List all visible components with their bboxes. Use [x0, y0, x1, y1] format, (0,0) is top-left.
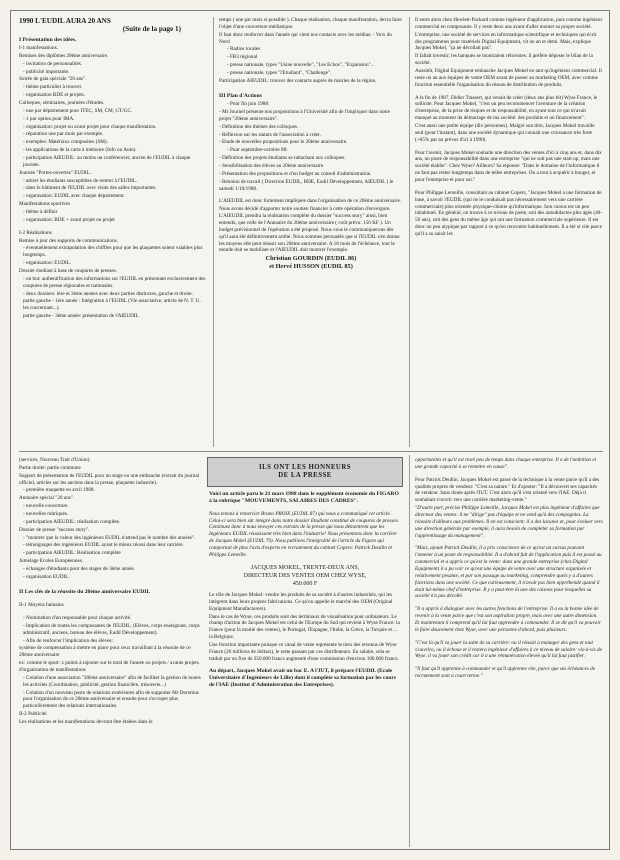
text-line: - organisation: projet ou avant projet pour chaque manifestation. [23, 123, 157, 130]
spacer [415, 185, 603, 189]
press-body [209, 592, 401, 663]
text-line: Pour Patrick Deullin, Jacques Mokel est passé de la technique à la vente parce qu'il a des qualités propres de vendeur: "C'est sa nature." Et d'ajouter: "Il a découvert ses capacités de vendeur. Sans doute après l'IUT. C'est alors qu'il s'est orienté vers l'IAE. Déjà il souhaitait s'ouvrir vers une carrière marketing-vente." [415, 476, 600, 504]
text-line: - Réflexion sur les statuts de l'association à créer. [219, 131, 321, 138]
text-line: - Présentation des propositions et d'un budget au conseil d'administration. [219, 170, 372, 177]
article-column-bottom-right [415, 457, 603, 847]
article-body [19, 457, 201, 726]
text-line: Dossier étudiant à base de coupures de presses. [19, 268, 117, 274]
press-box-header [207, 457, 403, 487]
text-line: - première maquette en avril 1988. [23, 487, 95, 494]
text-line: - organisation: BDE + avant projet ou projet [23, 216, 115, 223]
press-closing: Au départ, Jacques Mokel avait un bac E. A l'IUT, il prépare l'EUDIL (Ecole Universitaire d'Ingénieurs de Lille) dont il complète sa formation par les cours de l'IAE (Institut d'Administration des Entreprises). [209, 667, 397, 689]
text-line: - Sensibilisation des élèves au 20ème anniversaire. [219, 162, 325, 169]
spacer [219, 193, 403, 197]
text-line: - nouvelle couverture. [23, 503, 69, 510]
text-line: - presse nationale, types "l'Etudiant", "Challenge". [227, 70, 332, 77]
text-line: A la fin de 1987, Didier Trassert, qui venait de créer (deux ans plus tôt) Wyse France, le sollicite. Pour Jacques Mokel, "c'est un peu recommencer l'aventure de la création d'entreprise, de la prise de risques et de responsabilité, en ayant tout ce qui m'avait manqué au moment du démarrage de ma société: des produits et un financement". [415, 94, 598, 122]
text-line: (services, Nouveau Trait d'Union). [19, 457, 91, 463]
spacer [415, 90, 603, 94]
press-article [209, 491, 401, 847]
text-line: - publicité importante. [23, 68, 70, 75]
text-line: Remises des diplômes 20ème anniversaire. [19, 52, 109, 59]
text-line: - thème particulier à trouver. [23, 84, 83, 91]
text-line: C'est aussi une petite équipe (dix personnes). Malgré son titre, Jacques Mokel travaille seul (pour l'instant), dans une société dynamique qui connaît une croissance très forte (+65% par an prévus d'ici à 1990). [415, 123, 595, 143]
author-signature [219, 255, 403, 270]
text-line: II-2 Publicité [19, 711, 47, 718]
text-line: "Il faut qu'il apprenne à commander et qu'il apprenne vite, parce que ses échéances de recrutement sont à court terme." [415, 666, 596, 680]
text-line: Les réalisations et les manifestations devront être étalées dans le [19, 719, 153, 726]
press-lead: Voici un article paru le 21 mars 1988 dans le supplément économie du FIGARO à la rubrique "MOUVEMENTS, SALAIRES DES CADRES". [209, 491, 399, 505]
press-paragraph: Le rôle de Jacques Mokel: vendre les produits de sa société à d'autres industriels, qui les intègrent dans leurs propres fabrications. Ce qu'on appelle le marché des OEM (Original Equipment Manufacturers). [209, 592, 393, 612]
text-line: Partie droite: partie commune [19, 464, 81, 471]
text-line: Remise à jour des supports de communications. [19, 237, 118, 244]
text-line: - Etude de nouvelles propositions pour le 20ème anniversaire. [219, 139, 348, 146]
text-line: Colloques, séminaires, journées d'études. [19, 99, 105, 106]
text-line: - attirer les étudiants susceptibles de rentrer à l'EUDIL. [23, 177, 138, 184]
text-line: Dossier de presse "success story". [19, 526, 90, 533]
text-line: L'AIEUDIL est donc fortement impliquée dans l'organisation de ce 20ème anniversaire. [219, 198, 402, 205]
text-line: Nous avons décidé d'apporter notre soutien financier à cette opération d'envergure. L'AIEUDIL prendra la réalisation complète du dossier "success story" ainsi, bien entendu, que celle de l'Annuaire du 20ème anniversaire ( coût prévu: 150 KF ). Un budget prévisionnel de l'opération a été proposé. Nous vous le communiquerons dès qu'il aura été définitivement arrêté. Nous sommes persuadés que si l'EUDIL s'en donne les moyens elle peut réussir son 20ème anniversaire. A 18 mois de l'échéance, tout le monde doit se mobiliser et l'AIEUDIL doit montrer l'exemple. [219, 206, 400, 254]
press-box-title-line-2: DE LA PRESSE [278, 472, 332, 480]
text-line: II-1 Moyens humains [19, 602, 64, 609]
text-line: opportunités et qu'il est resté peu de temps dans chaque entreprise. Il a de l'ambition et une grande capacité à se remettre en cause". [415, 457, 597, 470]
text-line: Support de présentation de l'EUDIL pour un stage ou une embauche (extrait du journal officiel, articles sur les anciens dans la presse, plaquette industrie). [19, 472, 200, 486]
text-line: Il faut donc renforcer dans l'année qui vient nos contacts avec les médias: - Voix du Nord [219, 31, 392, 45]
author-line-1: Christian GOURDIN (EUDIL 86) [265, 255, 357, 263]
text-line: - nouvelles rubriques. [23, 511, 69, 518]
text-line: - les applications de la carte à mémoire (Info ou Auto). [23, 147, 137, 154]
text-line: "C'est là qu'il va jouer la suite de sa carrière: ou il réussit à manager des gens et tout s'ouvrira, ou il échoue et il restera ingénieur d'affaires à ce niveau de salaire: vis-à-vis de Wyse, il va jouer son crédit car il a une rémunération élevée qu'il lui faut justifier. [415, 639, 602, 660]
text-line: - presse nationale, types "Usine nouvelle", "Les Echos", "Expansion"... [227, 62, 375, 69]
article-column-middle [219, 17, 403, 447]
press-headline [209, 564, 401, 588]
press-headline-salary: 450.000 F [292, 580, 318, 587]
text-line: - Création d'une association "20ème anniversaire" afin de faciliter la gestion de toutes les activités (Coordination, publicité, gestion financière, trésorerie...) [23, 674, 201, 688]
article-body [219, 17, 403, 254]
text-line: - participation AIEUDIL: réalisation complète. [23, 518, 121, 525]
text-line: Manifestations sportives [19, 201, 70, 208]
press-headline-line-2: DIRECTEUR DES VENTES OEM CHEZ WYSE, [243, 572, 367, 579]
spacer [415, 661, 603, 665]
text-line: L'entreprise, une société de services en informatique scientifique et techniques qui écrit des programmes pour matériels Digital Equipment, vit un an et demi. Mais, explique Jacques Mokel, "ça ne décollait pas". [415, 31, 597, 52]
text-line: - deux dossiers: lère et 3ème années avec deux parties distinctes, gauche et droite. [23, 290, 193, 297]
text-line: - invitation de personnalités. [23, 60, 83, 67]
text-line: - échanges d'étudiants pour des stages de 3ème année. [23, 566, 135, 573]
text-line: - dans le bâtiment de l'EUDIL avec visite des salles importantes. [23, 185, 157, 192]
text-line: partie gauche - 1ère année : Intégration à l'EUDIL (Vie associative, article de N. T. U. les concernant...). [23, 298, 201, 312]
text-line: - 1 par option pour IMA. [23, 115, 75, 122]
text-line: "D'autre part, précise Philippe Lemeille, Jacques Mokel est plus ingénieur d'affaires que directeur des ventes: il ne "dirige" pas d'équipe et ne vend qu'à des compagnies. La réussite d'ailleurs aux problèmes. Il en est conscient: il a des lacunes et, pour évoluer vers une direction générale par exemple, il aura besoin de compléter sa formation par l'apprentissage du management". [415, 505, 603, 539]
text-line: - Implication de toutes les composantes de l'EUDIL, (Elèves, corps enseignant, corps administratif, anciens, bureau des élèves, Eudil Développement). [23, 622, 200, 636]
text-line: ex: comme le sport: x points à rajouter sur le total de l'année ou projets / avants projets d'organisation de manifestations [19, 660, 199, 673]
text-line: - organisation: EUDIL avec chaque département. [23, 193, 125, 200]
spacer [19, 597, 201, 601]
text-line: - FR3 régional [227, 54, 258, 61]
text-line: - éventuellement extrapolation des chiffres pour que les plaquettes soient valables plus longtemps. [23, 245, 203, 259]
column-divider [213, 17, 214, 447]
newsletter-page [10, 10, 610, 850]
text-line: Pour l'avenir, Jacques Mokel souhaite une direction des ventes d'ici à cinq ans et, dans dix ans, un poste de responsabilité dans une entreprise "qui ne soit pas une start up, mais une société établie". Chez Wyse? Ailleurs? Sa réponse: "Dans le domaine de l'informatique il ne faut pas rester longtemps dans de telles entreprises. On a tout à acquérir à bouger, et pour l'entreprise et pour soi." [415, 149, 602, 184]
column-divider [409, 17, 410, 447]
text-line: Soirée de gala spéciale "20 ans". [19, 76, 87, 83]
article-body [415, 17, 603, 238]
text-line: partie gauche - 3ème année: présentation de l'AIEUDIL [23, 313, 139, 320]
spacer [415, 635, 603, 639]
text-line: - Mr Journel présente nos propositions à l'Université afin de l'impliquer dans notre projet "20ème anniversaire". [219, 108, 391, 122]
text-line: Annuaire spécial "20 ans" [19, 495, 73, 502]
spacer [415, 472, 603, 476]
text-line: système de compensation à mettre en place pour ceux travaillant à la réussite de ce 20ème anniversaire [19, 645, 191, 659]
text-line: - Définition des thèmes des colloques. [219, 123, 299, 130]
text-line: - organisation: EUDIL. [23, 260, 72, 267]
spacer [19, 225, 207, 229]
text-line: "Mais, ajoute Patrick Deullin, il a pris conscience de ce qu'est un cursus pouvant l'amener à un poste de responsabilité. Il a d'abord fait de l'application puis il est passé au commercial et a appris ce qu'est la vente: dans une grande entreprise (chez Digital Equipment) il a pu voir ce qu'est une équipe de vente avec une structure organisée et relativement pesante, et par son passage au marketing, comprendre quels y a d'autres fonctions dans une société. Ce que curieusement, il n'avait pas bien appréhendé quand il était lui-même chef d'entreprise. Il y a peut-être là une des raisons pour lesquelles sa société n'a pas décollé. [415, 545, 602, 600]
article-body [415, 457, 603, 680]
text-line: - "montrer que la valeur des ingénieurs EUDIL n'attend pas le nombre des années". [23, 534, 196, 541]
spacer [19, 610, 201, 614]
section-heading: III Plan d'Actions [219, 92, 262, 99]
text-line: - Définition des projets étudiants se rattachant aux colloques. [219, 155, 346, 162]
text-line: temps ( une par mois si possible ). Chaque réalisation, chaque manifestation, devra faire l'objet d'une couverture médiatique. [219, 17, 402, 30]
text-line: - exemples: Matériaux composites (SM). [23, 139, 108, 146]
press-paragraph: Dans le cas de Wyse, ces produits sont des terminaux de visualisation pour ordinateurs. Le champ d'action de Jacques Mokel est celui de l'Europe du Sud qui revient à Wyse France: la France (pour la moitié des ventes), le Portugal, l'Espagne, l'Italie, la Grèce, la Turquie et ... la Belgique. [209, 613, 400, 641]
spacer [415, 601, 603, 605]
press-intro: Nous tenons à remercier Bruno PROIX (EUDIL 87) qui nous a communiqué cet article. Celui-ci sera bien sûr intégré dans notre dossier Etudiant constitué de coupures de presses. Continuez donc à nous envoyer ces extraits de la presse qui nous démontrent que les Ingénieurs EUDIL réussissent très bien dans l'industrie! Nous présentons donc la carrière de Jacques Mokel (EUDIL 79). Nous publions l'intégralité de l'article du Figaro qui comportait de plus l'avis d'experts en recrutement du cabinet Copers: Patrick Deullin et Philippe Lemeille. [209, 510, 399, 558]
column-divider [409, 455, 410, 847]
article-subtitle: (Suite de la page 1) [122, 25, 181, 34]
article-column-left [19, 17, 207, 447]
article-title-text: 1990 L'EUDIL AURA 20 ANS [19, 17, 111, 25]
article-column-bottom-left [19, 457, 201, 847]
text-line: I-1 manifestations. [19, 44, 58, 51]
text-line: Il entre alors chez Hewlett-Packard comme ingénieur d'application, puis comme ingénieur commercial en composants. Il y reste deux ans avant d'aller monter sa propre société. [415, 17, 603, 30]
text-line: - Création d'un nouveau poste de relations extérieures afin de supporter Mr Doremus pour l'organisation de ce 20ème anniversaire et ensuite pour s'occuper plus particulièrement des relations internationales. [23, 689, 199, 710]
spacer [19, 582, 201, 586]
press-box-title-line-1: ILS ONT LES HONNEURS [258, 464, 352, 471]
text-line: - une par département pour ITEC, SM, CM, GT/GC. [23, 107, 133, 114]
text-line: - Pour septembre-octobre 88: [227, 147, 288, 154]
text-line: - participation AIEUDIL: Réalisation complète [23, 550, 121, 557]
text-line: Il fallait investir; les banques se montraient réticentes: il préfère déposer le bilan de la société. [415, 53, 593, 67]
press-paragraph: Une fonction importante puisque ce canal de vente représente le tiers des revenus de Wyse France (26 millions de dollars), le reste passant par ces distributeurs. En salaire, cela se traduit par un fixe de 350.000 francs augmenté d'une commission d'environ 100.000 francs. [209, 642, 399, 662]
section-heading: I Présentation des idées. [19, 36, 77, 43]
text-line: Pour Philippe Lemeille, consultant au cabinet Copers, "Jacques Mokel a une formation de base, à savoir l'EUDIL (qui ne le conduisait pas nécessairement vers une carrière commerciale) plus orientée physique-chimie qu'informatique. Son cursus est un peu inhabituel. En général, on trouve à ce niveau de poste, soit des autodidactes plus âgés (40-50 ans), soit des gens du même âge qui ont une formation commerciale supérieure. Il est donc un peu atypique par rapport à ce qu'on rencontre habituellement. Il a été si vite parce qu'il a su saisir les [415, 189, 602, 238]
text-line: "Il a appris à dialoguer avec les autres fonctions de l'entreprise. Il a eu la bonne idée de revenir à la vente parce que c'est son aspiration propre, mais avec une autre dimension. Et maintenant il comprend qu'il lui faut apprendre à commander. Il se dit qu'il va pouvoir le faire doucement chez Wyse, avec une personne d'abord, puis plusieurs. [415, 606, 601, 633]
spacer [415, 540, 603, 544]
section-heading: II Les clés de la réussite du 20ème anniversaire EUDIL [19, 588, 151, 595]
text-line: - Radios locales [227, 46, 261, 53]
text-line: - participation AIEUDIL: au moins un conférencier, ancien de l'EUDIL à chaque journée. [23, 154, 191, 168]
spacer [219, 86, 403, 90]
press-headline-line-1: JACQUES MOKEL, TRENTE-DEUX ANS, [250, 564, 360, 571]
text-line: - Réunion de travail ( Direction EUDIL, BDE, Eudil Développement, AIEUDIL ) le samedi 1/10/1988. [219, 178, 394, 192]
spacer [415, 145, 603, 149]
text-line: - réparation une par mois par exemple. [23, 131, 104, 138]
text-line: Aussitôt, Digital Equipment embauche Jacques Mokel en tant qu'ingénieur commercial. Il reste un an aux équipes de vente OEM avant de passer au marketing OEM, avec comme fonction essentielle l'organisation du réseau de distribution de produits. [415, 68, 602, 88]
text-line: - Nomination d'un responsable pour chaque activité. [23, 614, 132, 621]
text-line: Jumelage Ecoles Européennes. [19, 558, 84, 565]
text-line: Participation AIEUDIL: trouver des contacts auprès de mairies de la région. [219, 77, 377, 84]
text-line: - un but: authentification des informations sur l'EUDIL en présentant exclusivement des coupures de presse régionales et nationales. [23, 275, 206, 289]
text-line: - thème à définir [23, 208, 58, 215]
article-body [19, 37, 207, 320]
text-line: I-2 Réalisations [19, 229, 52, 236]
article-title [19, 17, 207, 34]
text-line: - Pour fin juin 1988: [227, 101, 270, 108]
text-line: - témoignages des ingénieurs EUDIL ayant le mieux réussi dans leur carrière. [23, 542, 184, 549]
horizontal-divider [19, 451, 603, 452]
press-box-title [208, 464, 402, 481]
text-line: Journée "Portes-ouvertes" EUDIL. [19, 169, 92, 176]
text-line: - organisation EUDIL. [23, 573, 70, 580]
author-line-2: et Hervé HUSSON (EUDIL 85) [269, 262, 353, 270]
text-line: - organisation BDE et projets. [23, 92, 85, 99]
text-line: - Afin de renforcer l'implication des élèves: [23, 637, 113, 644]
article-column-right [415, 17, 603, 447]
